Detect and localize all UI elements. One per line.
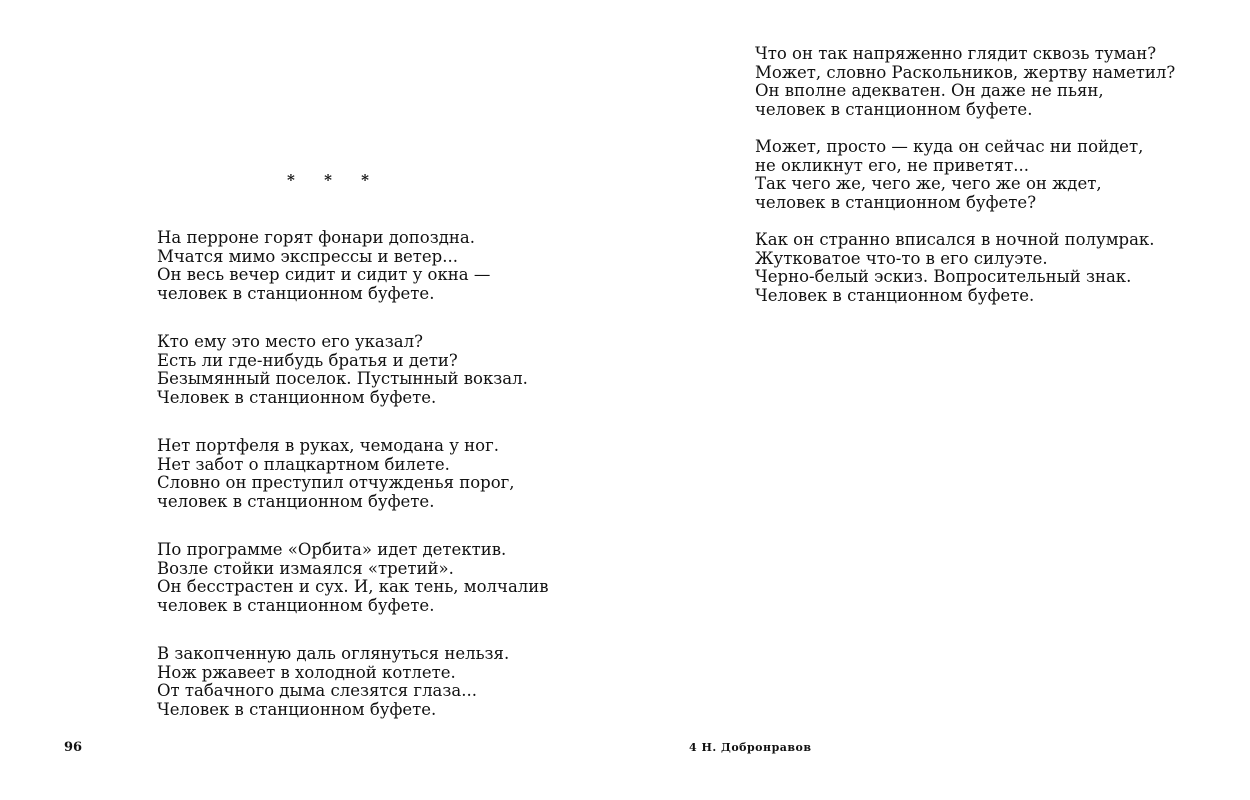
verse-line: Черно-белый эскиз. Вопросительный знак. bbox=[755, 267, 1132, 286]
right-page bbox=[625, 0, 1250, 800]
stanza bbox=[157, 333, 549, 407]
verse-line: Жутковатое что-то в его силуэте. bbox=[755, 248, 1048, 268]
stanza bbox=[157, 229, 549, 303]
verse-line: Человек в станционном буфете. bbox=[755, 285, 1035, 305]
stanza bbox=[755, 138, 1175, 212]
verse-line: Что он так напряженно глядит сквозь туман? bbox=[755, 44, 1157, 63]
verse-line: Кто ему это место его указал? bbox=[157, 332, 423, 351]
verse-line: Он вполне адекватен. Он даже не пьян, bbox=[755, 81, 1104, 100]
verse-line: человек в станционном буфете? bbox=[755, 192, 1037, 212]
verse-line: человек в станционном буфете. bbox=[157, 283, 435, 303]
verse-line: В закопченную даль оглянуться нельзя. bbox=[157, 644, 510, 663]
verse-line: Человек в станционном буфете. bbox=[157, 387, 437, 407]
stanza bbox=[157, 645, 549, 719]
verse-line: не окликнут его, не приветят... bbox=[755, 155, 1029, 175]
verse-line: Нет забот о плацкартном билете. bbox=[157, 454, 450, 474]
stanza bbox=[755, 45, 1175, 119]
poem-right-column bbox=[755, 45, 1175, 305]
verse-line: человек в станционном буфете. bbox=[157, 595, 435, 615]
verse-line: Мчатся мимо экспрессы и ветер... bbox=[157, 246, 458, 266]
verse-line: По программе «Орбита» идет детектив. bbox=[157, 540, 507, 559]
poem-left-column bbox=[157, 229, 549, 719]
verse-line: человек в станционном буфете. bbox=[755, 99, 1033, 119]
page-number: 96 bbox=[64, 740, 83, 755]
verse-line: Словно он преступил отчужденья порог, bbox=[157, 473, 515, 492]
verse-line: Как он странно вписался в ночной полумрак. bbox=[755, 230, 1155, 249]
stanza bbox=[755, 231, 1175, 305]
verse-line: Нет портфеля в руках, чемодана у ног. bbox=[157, 436, 500, 455]
verse-line: Может, словно Раскольников, жертву наметил? bbox=[755, 62, 1176, 82]
verse-line: Возле стойки измаялся «третий». bbox=[157, 558, 454, 578]
verse-line: Он бесстрастен и сух. И, как тень, молчалив bbox=[157, 577, 549, 596]
signature-mark: 4 Н. Добронравов bbox=[689, 741, 812, 754]
stanza-separator: * * * bbox=[287, 171, 381, 189]
verse-line: Так чего же, чего же, чего же он ждет, bbox=[755, 174, 1102, 193]
stanza bbox=[157, 541, 549, 615]
verse-line: Человек в станционном буфете. bbox=[157, 699, 437, 719]
verse-line: На перроне горят фонари допоздна. bbox=[157, 228, 475, 247]
verse-line: Есть ли где-нибудь братья и дети? bbox=[157, 350, 458, 370]
verse-line: Он весь вечер сидит и сидит у окна — bbox=[157, 265, 491, 284]
verse-line: От табачного дыма слезятся глаза... bbox=[157, 681, 477, 700]
verse-line: Безымянный поселок. Пустынный вокзал. bbox=[157, 369, 528, 388]
verse-line: Может, просто — куда он сейчас ни пойдет, bbox=[755, 137, 1144, 156]
verse-line: человек в станционном буфете. bbox=[157, 491, 435, 511]
stanza bbox=[157, 437, 549, 511]
verse-line: Нож ржавеет в холодной котлете. bbox=[157, 662, 456, 682]
